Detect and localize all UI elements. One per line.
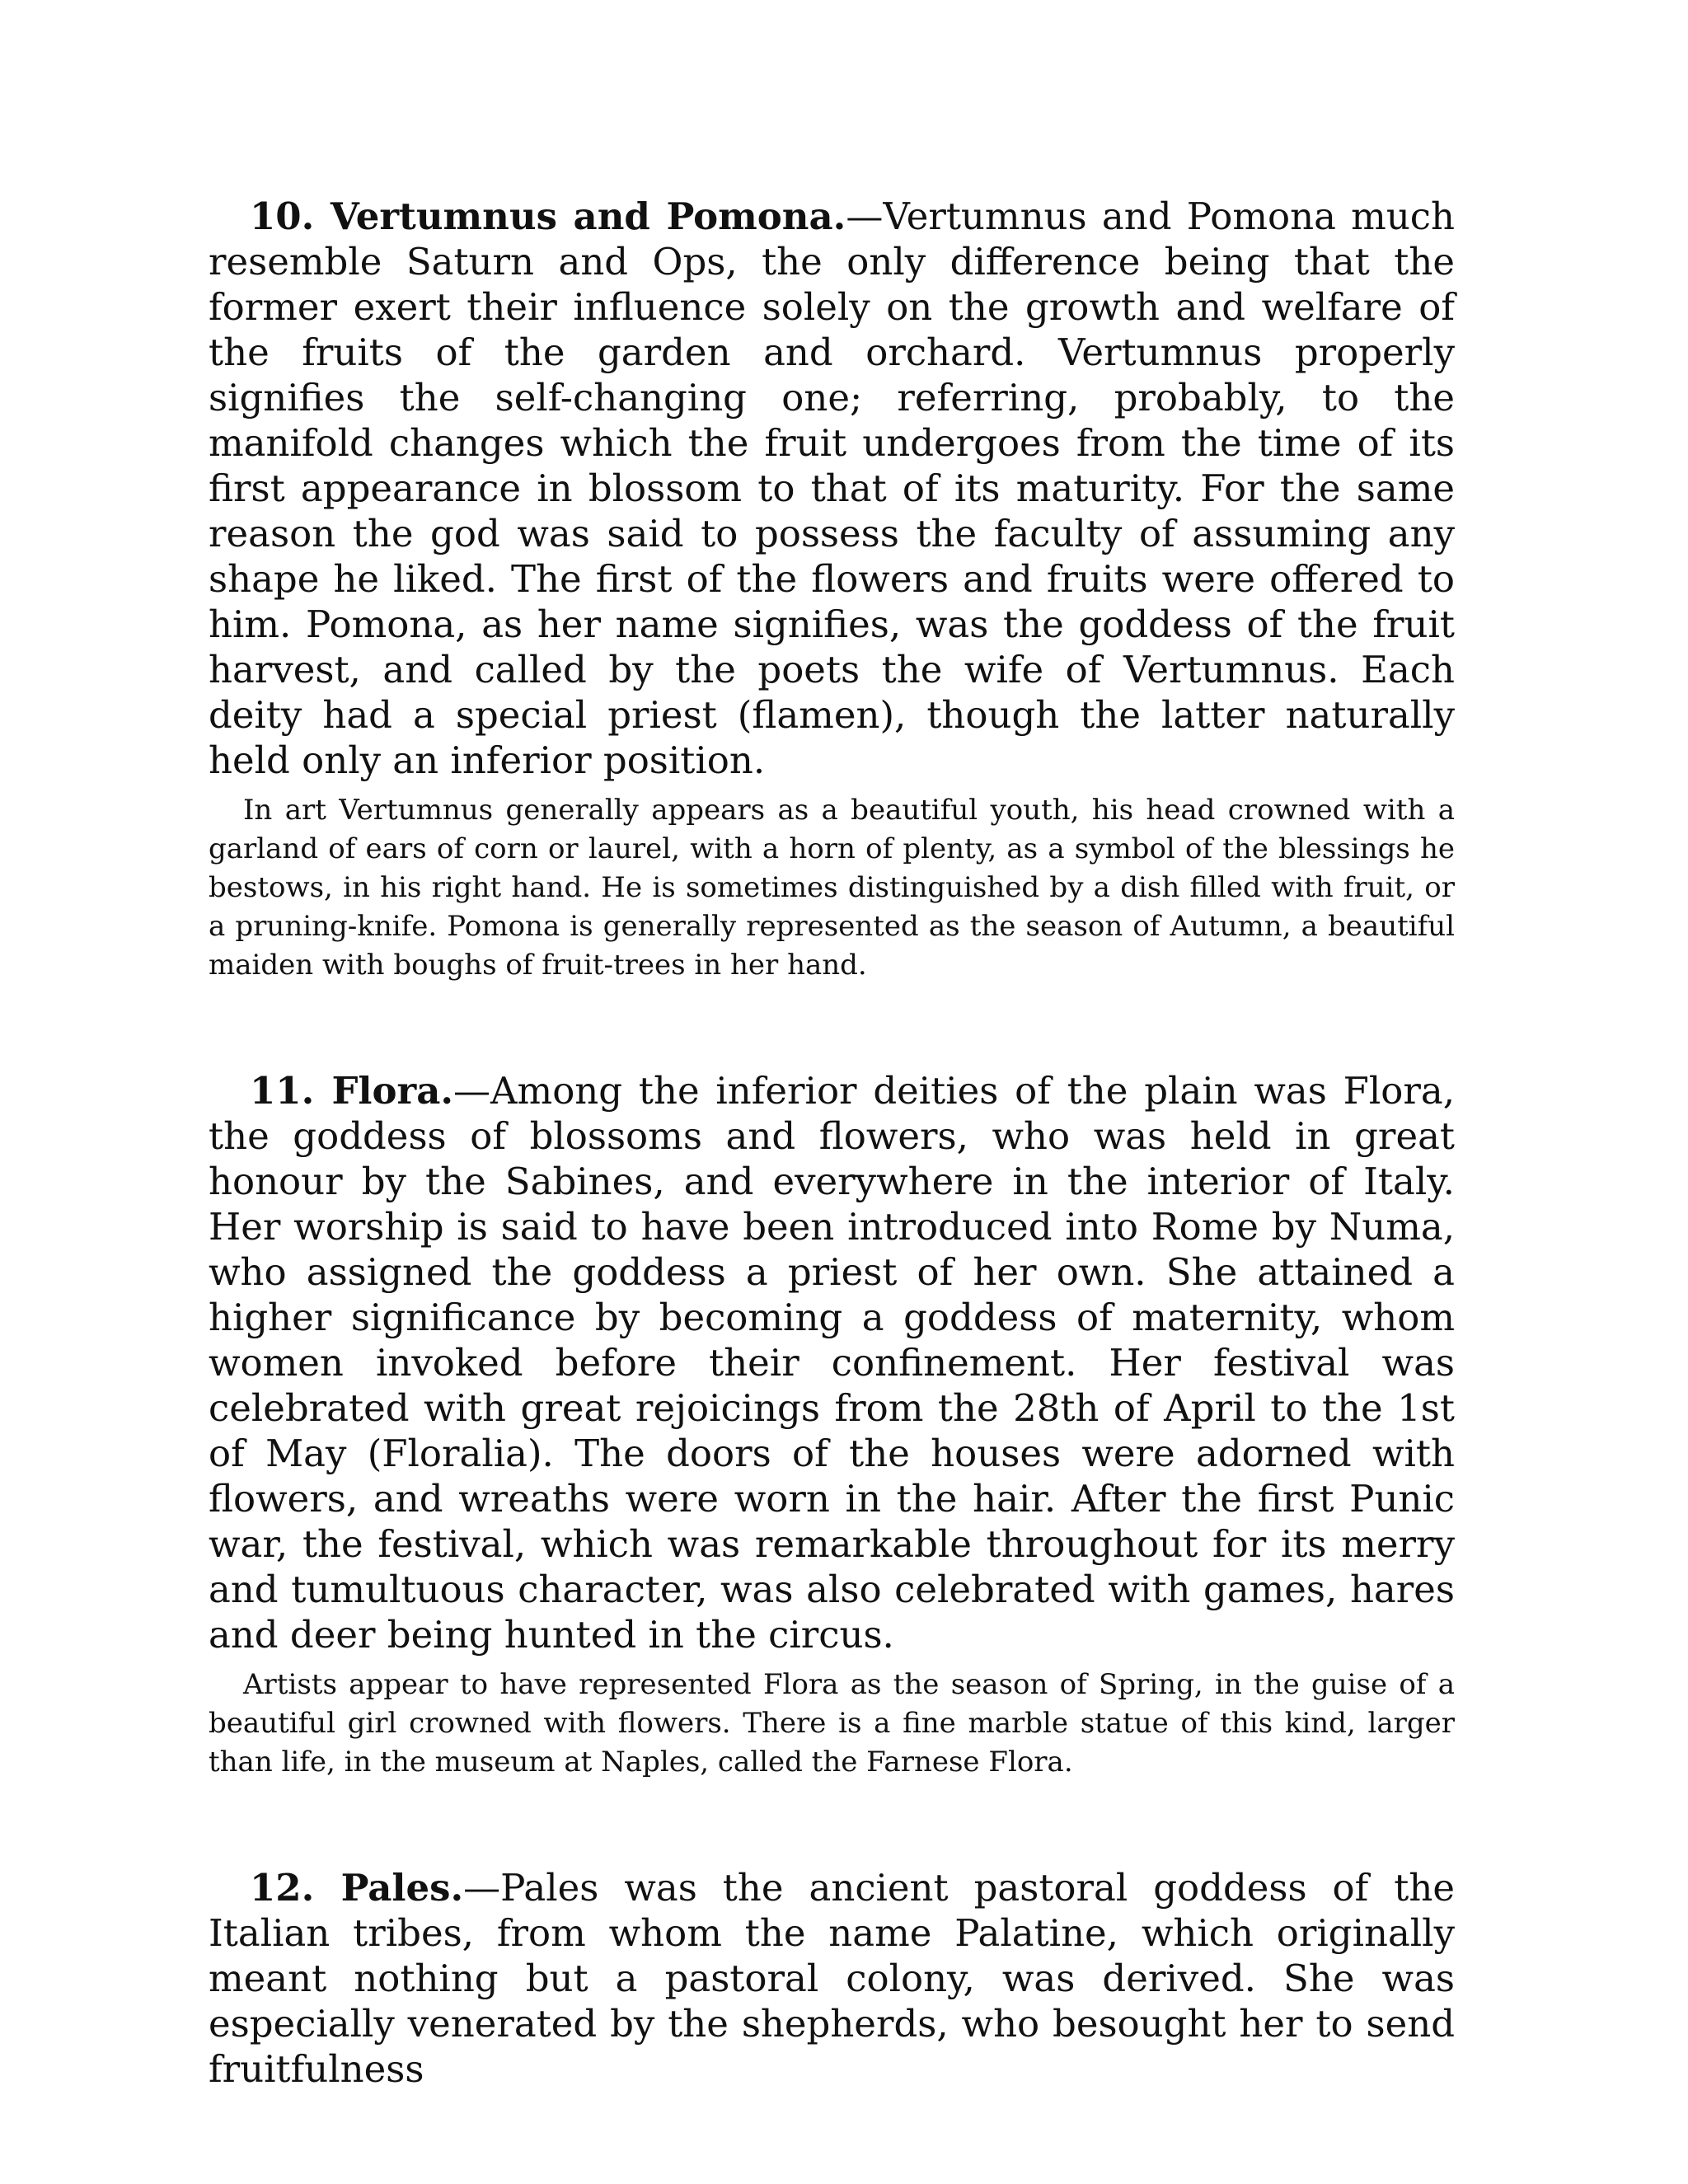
section-pales <box>209 1865 1455 2092</box>
section-heading: 12. Pales. <box>250 1866 464 1910</box>
section-spacer <box>209 985 1455 1068</box>
section-text: —Vertumnus and Pomona much resemble Saturn and Ops, the only difference being that the former exert their influence solely on the growth and welfare of the fruits of the garden and orchard. Vertumnus properly signifies the self-changing one; referring, probably, to the manifold changes which the fruit undergoes from the time of its first appearance in blossom to that of its maturity. For the same reason the god was said to possess the faculty of assuming any shape he liked. The first of the flowers and fruits were offered to him. Pomona, as her name signifies, was the goddess of the fruit harvest, and called by the poets the wife of Vertumnus. Each deity had a special priest (flamen), though the latter naturally held only an inferior position. <box>209 194 1455 782</box>
document-page <box>209 194 1455 2092</box>
section-heading: 10. Vertumnus and Pomona. <box>250 194 846 238</box>
section-note: Artists appear to have represented Flora as the season of Spring, in the guise of a beautiful girl crowned with flowers. There is a fine marble statue of this kind, larger than life, in the museum at Naples, called the Farnese Flora. <box>209 1668 1455 1779</box>
section-text: —Pales was the ancient pastoral goddess of the Italian tribes, from whom the name Palatine, which originally meant nothing but a pastoral colony, was derived. She was especially venerated by the shepherds, who besought her to send fruitfulness <box>209 1866 1456 2091</box>
section-body <box>209 1068 1455 1657</box>
section-spacer <box>209 1782 1455 1865</box>
section-note: In art Vertumnus generally appears as a beautiful youth, his head crowned with a garland of ears of corn or laurel, with a horn of plenty, as a symbol of the blessings he bestows, in his right hand. He is sometimes distinguished by a dish filled with fruit, or a pruning-knife. Pomona is generally represented as the season of Autumn, a beautiful maiden with boughs of fruit-trees in her hand. <box>209 794 1455 982</box>
section-heading: 11. Flora. <box>250 1069 454 1113</box>
section-text: —Among the inferior deities of the plain was Flora, the goddess of blossoms and flowers, who was held in great honour by the Sabines, and everywhere in the interior of Italy. Her worship is said to have been introduced into Rome by Numa, who assigned the goddess a priest of her own. She attained a higher significance by becoming a goddess of maternity, whom women invoked before their confinement. Her festival was celebrated with great rejoicings from the 28th of April to the 1st of May (Floralia). The doors of the houses were adorned with flowers, and wreaths were worn in the hair. After the first Punic war, the festival, which was remarkable throughout for its merry and tumultuous character, was also celebrated with games, hares and deer being hunted in the circus. <box>209 1069 1456 1657</box>
section-body <box>209 1865 1455 2092</box>
section-flora <box>209 1068 1455 1782</box>
section-vertumnus-pomona <box>209 194 1455 985</box>
section-body <box>209 194 1455 783</box>
